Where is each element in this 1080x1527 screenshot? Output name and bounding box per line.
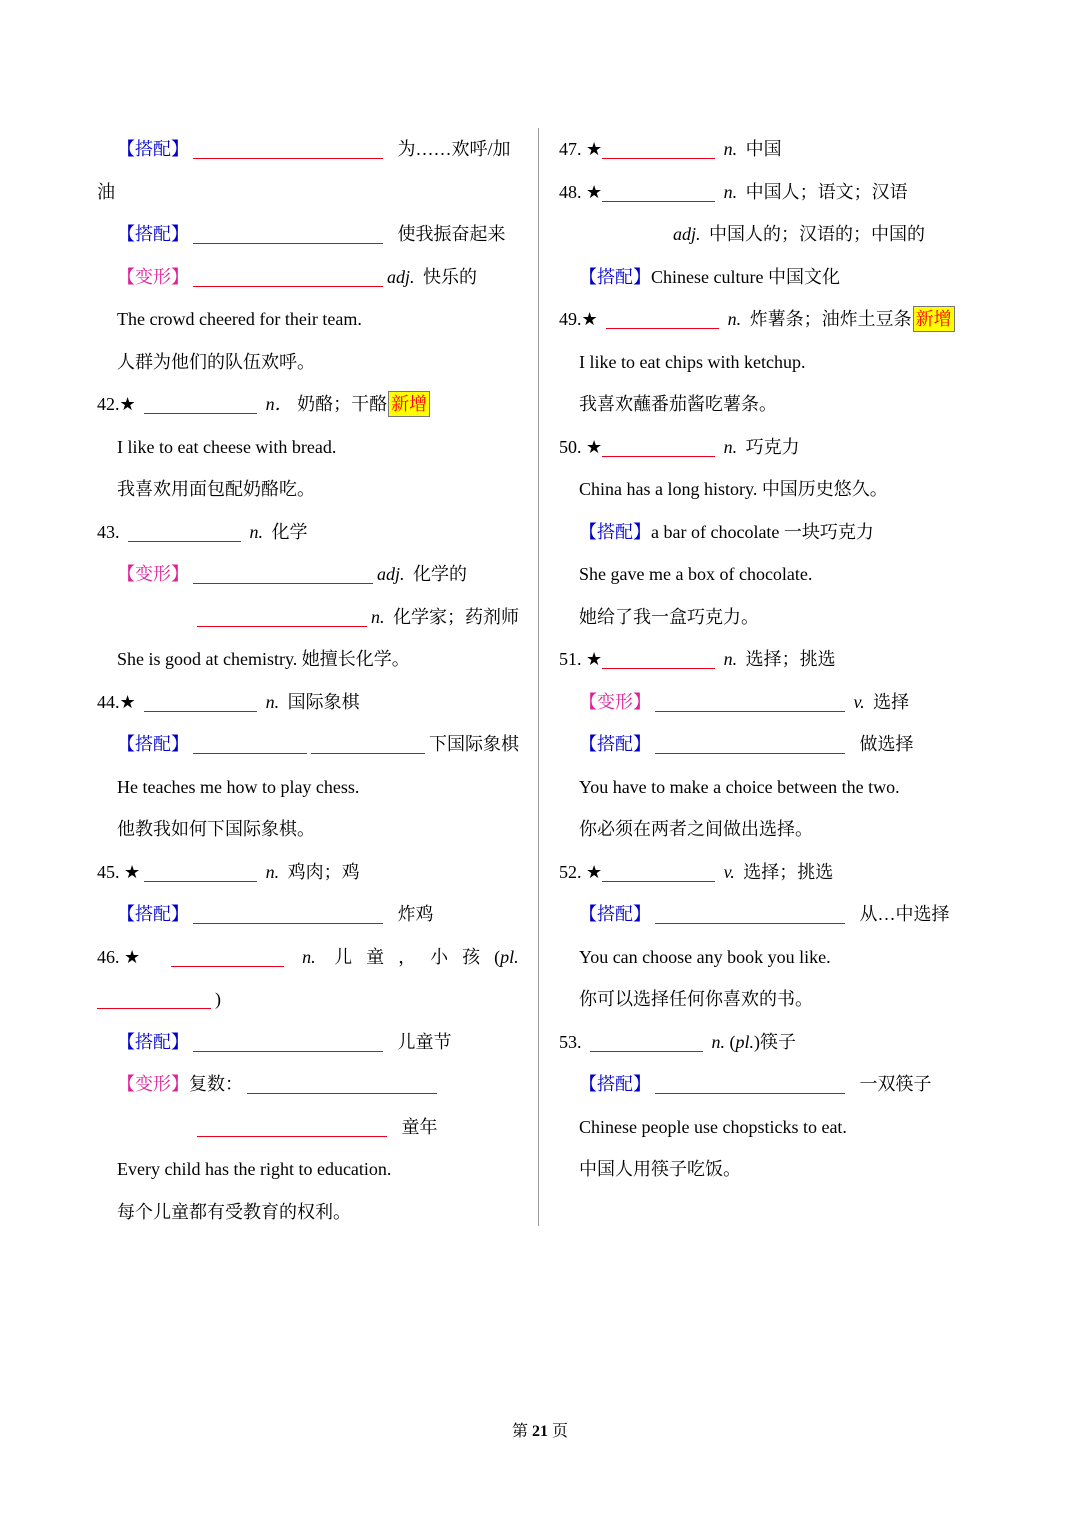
example-sentence: You can choose any book you like. <box>579 946 831 967</box>
vocab-item-50: 50. ★ n. 巧克力 <box>559 426 989 469</box>
vocab-item-47: 47. ★ n. 中国 <box>559 128 989 171</box>
right-column <box>559 128 989 1191</box>
example-translation: 我喜欢蘸番茄酱吃薯条。 <box>579 394 777 414</box>
example-sentence: Chinese people use chopsticks to eat. <box>579 1116 847 1137</box>
star-icon: ★ <box>124 861 141 882</box>
example-translation: 你必须在两者之间做出选择。 <box>579 819 813 839</box>
collocation-fried-chicken: 【搭配】 炸鸡 <box>97 893 523 936</box>
example-sentence: Every child has the right to education. <box>117 1159 392 1179</box>
collocation-bar-of-chocolate: 【搭配】a bar of chocolate 一块巧克力 <box>579 521 874 542</box>
star-icon: ★ <box>586 436 603 457</box>
answer-blank[interactable] <box>171 944 284 967</box>
answer-blank[interactable] <box>193 561 373 584</box>
vocab-item-45: 45. ★ n. 鸡肉；鸡 <box>97 851 523 894</box>
wrapped-text: 油 <box>97 181 115 202</box>
answer-blank[interactable] <box>655 731 845 754</box>
variant-chemical: 【变形】 adj. 化学的 <box>97 553 523 596</box>
answer-blank[interactable] <box>144 689 257 712</box>
page-number: 第 21 页 <box>511 1423 569 1440</box>
variant-cheerful: 【变形】 adj. 快乐的 <box>97 256 523 299</box>
example-translation: 中国人用筷子吃饭。 <box>579 1159 741 1179</box>
vocab-item-52: 52. ★ v. 选择；挑选 <box>559 851 989 894</box>
collocation-play-chess: 【搭配】 下国际象棋 <box>97 723 523 766</box>
star-icon: ★ <box>586 181 603 202</box>
answer-blank[interactable] <box>144 859 257 882</box>
answer-blank[interactable] <box>655 1071 845 1094</box>
answer-blank[interactable] <box>193 264 383 287</box>
example-translation: 人群为他们的队伍欢呼。 <box>117 351 315 372</box>
adj-meaning-line: adj. 中国人的；汉语的；中国的 <box>673 224 926 244</box>
vocab-item-51: 51. ★ n. 选择；挑选 <box>559 638 989 681</box>
star-icon: ★ <box>586 139 603 159</box>
answer-blank[interactable] <box>311 731 425 754</box>
answer-blank[interactable] <box>97 986 211 1009</box>
answer-blank[interactable] <box>590 1029 703 1052</box>
answer-blank[interactable] <box>128 519 241 542</box>
answer-blank[interactable] <box>197 1114 387 1137</box>
variant-choose: 【变形】 v. 选择 <box>559 681 989 724</box>
answer-blank[interactable] <box>144 391 257 414</box>
collocation-chinese-culture: 【搭配】Chinese culture 中国文化 <box>579 266 840 287</box>
variant-childhood: 童年 <box>97 1106 523 1149</box>
collocation-childrens-day: 【搭配】 儿童节 <box>97 1021 523 1064</box>
example-translation: 我喜欢用面包配奶酪吃。 <box>117 479 315 499</box>
star-icon: ★ <box>119 394 136 414</box>
answer-blank[interactable] <box>655 689 845 712</box>
example-sentence: I like to eat chips with ketchup. <box>579 351 806 372</box>
star-icon: ★ <box>119 691 136 712</box>
left-column <box>97 128 523 1233</box>
star-icon: ★ <box>586 861 603 882</box>
answer-blank[interactable] <box>247 1071 437 1094</box>
new-badge: 新增 <box>913 306 955 332</box>
answer-blank[interactable] <box>602 646 715 669</box>
vocab-item-53: 53. n. (pl.)筷子 <box>559 1021 989 1064</box>
variant-chemist: n. 化学家；药剂师 <box>97 596 523 639</box>
collocation-tag: 【搭配】 <box>117 139 189 159</box>
variant-plural: 【变形】复数： <box>97 1063 523 1106</box>
answer-blank[interactable] <box>193 1029 383 1052</box>
collocation-pair-of-chopsticks: 【搭配】 一双筷子 <box>559 1063 989 1106</box>
answer-blank[interactable] <box>655 901 845 924</box>
example-sentence: China has a long history. 中国历史悠久。 <box>579 479 888 499</box>
example-sentence: He teaches me how to play chess. <box>117 776 360 797</box>
example-translation: 她给了我一盒巧克力。 <box>579 606 759 627</box>
answer-blank[interactable] <box>197 604 367 627</box>
example-sentence: She is good at chemistry. 她擅长化学。 <box>117 649 410 669</box>
vocab-item-46: 46. ★ n. 儿童，小孩(pl. <box>97 936 523 979</box>
example-translation: 每个儿童都有受教育的权利。 <box>117 1201 351 1222</box>
collocation-choose-from: 【搭配】 从…中选择 <box>559 893 989 936</box>
new-badge: 新增 <box>388 391 430 417</box>
variant-tag: 【变形】 <box>117 266 189 287</box>
answer-blank[interactable] <box>193 221 383 244</box>
example-sentence: I like to eat cheese with bread. <box>117 436 337 457</box>
example-translation: 你可以选择任何你喜欢的书。 <box>579 989 813 1009</box>
answer-blank[interactable] <box>193 731 307 754</box>
star-icon: ★ <box>586 649 603 669</box>
answer-blank[interactable] <box>602 859 715 882</box>
example-sentence: The crowd cheered for their team. <box>117 309 362 329</box>
answer-blank[interactable] <box>193 136 383 159</box>
star-icon: ★ <box>124 946 141 967</box>
vocab-item-43: 43. n. 化学 <box>97 511 523 554</box>
answer-blank[interactable] <box>602 136 715 159</box>
star-icon: ★ <box>581 309 598 329</box>
collocation-make-a-choice: 【搭配】 做选择 <box>559 723 989 766</box>
collocation-cheer-for: 【搭配】 为……欢呼/加 <box>97 128 523 171</box>
example-translation: 他教我如何下国际象棋。 <box>117 819 315 839</box>
column-divider <box>538 128 539 1226</box>
vocab-item-44: 44.★ n. 国际象棋 <box>97 681 523 724</box>
vocab-item-49: 49.★ n. 炸薯条；油炸土豆条 新增 <box>559 298 989 341</box>
collocation-cheer-up: 【搭配】 使我振奋起来 <box>97 213 523 256</box>
answer-blank[interactable] <box>606 306 719 329</box>
vocab-item-42: 42.★ n． 奶酪；干酪 新增 <box>97 383 523 426</box>
plural-blank-line: ) <box>97 978 523 1021</box>
answer-blank[interactable] <box>602 434 715 457</box>
vocab-item-48: 48. ★ n. 中国人；语文；汉语 <box>559 171 989 214</box>
answer-blank[interactable] <box>602 179 715 202</box>
example-sentence: You have to make a choice between the two. <box>579 776 900 797</box>
answer-blank[interactable] <box>193 901 383 924</box>
example-sentence: She gave me a box of chocolate. <box>579 564 813 584</box>
